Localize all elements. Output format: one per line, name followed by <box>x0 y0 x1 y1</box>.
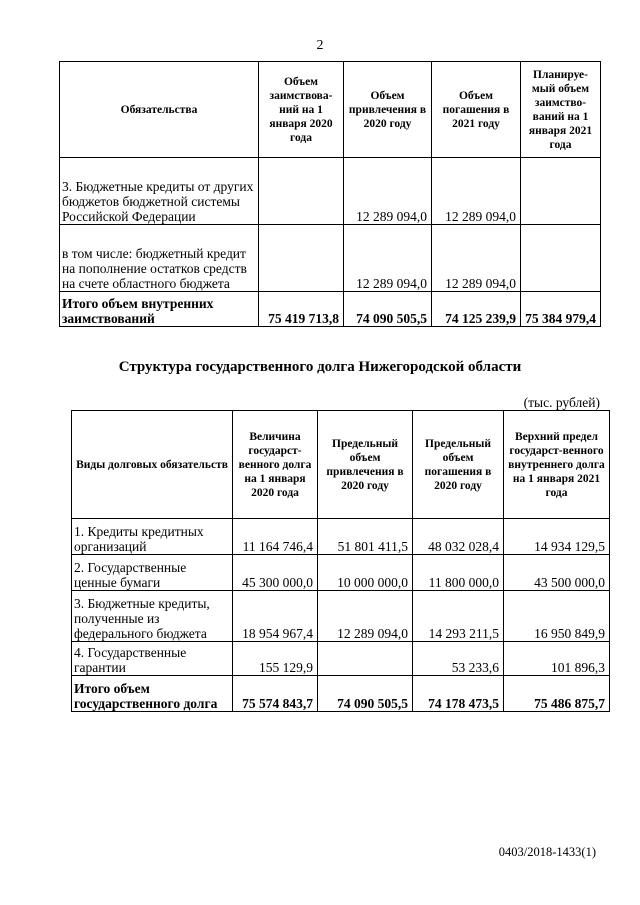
table2-header: Величина государст-венного долга на 1 января 2020 года <box>233 411 318 519</box>
debt-structure-title: Структура государственного долга Нижегородской области <box>118 359 522 375</box>
table2-header: Верхний предел государст-венного внутреннего долга на 1 января 2021 года <box>504 411 610 519</box>
table2-header: Виды долговых обязательств <box>72 411 233 519</box>
debt-structure-table <box>71 410 610 712</box>
table-row <box>72 519 610 555</box>
table-row <box>60 225 601 292</box>
table1-cell: 12 289 094,0 <box>344 225 432 292</box>
table2-cell: 14 934 129,5 <box>504 519 610 555</box>
table1-header: Объем погашения в 2021 году <box>432 62 521 158</box>
table1-cell: 75 384 979,4 <box>521 292 601 327</box>
table2-cell: 2. Государственные ценные бумаги <box>72 555 233 591</box>
units-label: (тыс. рублей) <box>523 395 600 410</box>
table1-cell <box>521 158 601 225</box>
table1-header: Планируе-мый объем заимство-ваний на 1 января 2021 года <box>521 62 601 158</box>
table2-cell: 14 293 211,5 <box>413 591 504 642</box>
table1-header: Объем привлечения в 2020 году <box>344 62 432 158</box>
table1-cell <box>521 225 601 292</box>
table2-cell: 18 954 967,4 <box>233 591 318 642</box>
table2-cell: 3. Бюджетные кредиты, полученные из федерального бюджета <box>72 591 233 642</box>
table-row <box>60 292 601 327</box>
table2-cell: Итого объем государственного долга <box>72 676 233 712</box>
table2-cell: 4. Государственные гарантии <box>72 642 233 676</box>
table-row <box>72 642 610 676</box>
table1-cell: 3. Бюджетные кредиты от других бюджетов бюджетной системы Российской Федерации <box>60 158 259 225</box>
table1-cell: 12 289 094,0 <box>432 225 521 292</box>
table-row <box>72 676 610 712</box>
table-row <box>72 555 610 591</box>
table-row <box>72 591 610 642</box>
table2-cell: 51 801 411,5 <box>318 519 413 555</box>
table2-cell: 101 896,3 <box>504 642 610 676</box>
table2-cell: 48 032 028,4 <box>413 519 504 555</box>
table2-cell: 11 800 000,0 <box>413 555 504 591</box>
table2-cell: 74 090 505,5 <box>318 676 413 712</box>
table2-header: Предельный объем привлечения в 2020 году <box>318 411 413 519</box>
table2-cell: 43 500 000,0 <box>504 555 610 591</box>
table2-cell: 75 486 875,7 <box>504 676 610 712</box>
table2-cell: 1. Кредиты кредитных организаций <box>72 519 233 555</box>
table2-cell: 10 000 000,0 <box>318 555 413 591</box>
table2-header: Предельный объем погашения в 2020 году <box>413 411 504 519</box>
table2-cell <box>318 642 413 676</box>
table1-cell <box>259 158 344 225</box>
table2-cell: 155 129,9 <box>233 642 318 676</box>
table2-cell: 74 178 473,5 <box>413 676 504 712</box>
table1-header: Объем заимствова-ний на 1 января 2020 года <box>259 62 344 158</box>
table1-cell: Итого объем внутренних заимствований <box>60 292 259 327</box>
table1-cell: 74 090 505,5 <box>344 292 432 327</box>
table1-cell: в том числе: бюджетный кредит на пополнение остатков средств на счете областного бюджета <box>60 225 259 292</box>
table1-cell: 75 419 713,8 <box>259 292 344 327</box>
table2-cell: 75 574 843,7 <box>233 676 318 712</box>
table-row <box>60 158 601 225</box>
table1-cell <box>259 225 344 292</box>
borrowings-table <box>59 61 601 327</box>
table2-cell: 16 950 849,9 <box>504 591 610 642</box>
table2-cell: 45 300 000,0 <box>233 555 318 591</box>
table1-header: Обязательства <box>60 62 259 158</box>
table1-cell: 12 289 094,0 <box>432 158 521 225</box>
document-code: 0403/2018-1433(1) <box>498 845 596 859</box>
table1-cell: 12 289 094,0 <box>344 158 432 225</box>
table2-cell: 53 233,6 <box>413 642 504 676</box>
page-number: 2 <box>316 38 324 53</box>
table2-cell: 11 164 746,4 <box>233 519 318 555</box>
table2-cell: 12 289 094,0 <box>318 591 413 642</box>
table1-cell: 74 125 239,9 <box>432 292 521 327</box>
